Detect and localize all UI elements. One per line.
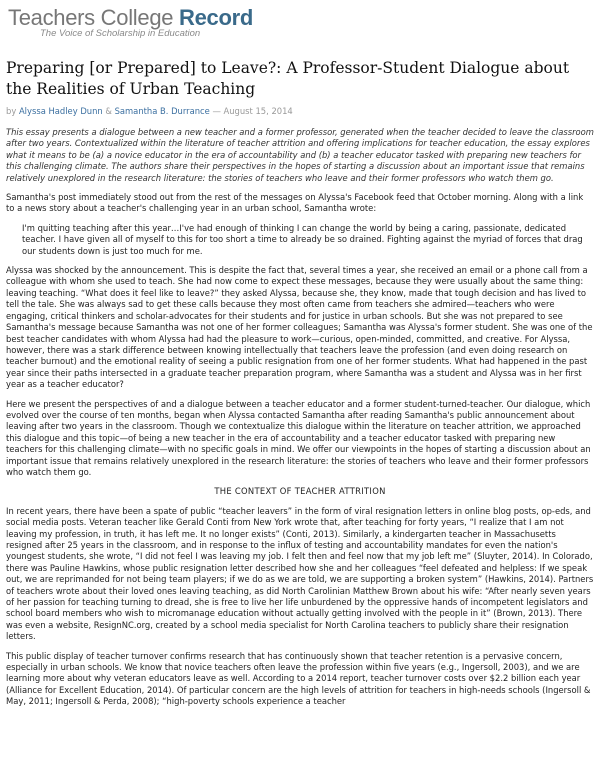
paragraph-1: Samantha's post immediately stood out from the rest of the messages on Alyssa's Facebook feed that October morning. Along with a link to a news story about a teacher's challenging year in an urban school, Samantha wrote: (6, 192, 584, 214)
block-quote: I'm quitting teaching after this year…I've had enough of thinking I can change the world by being a caring, passionate, dedicated teacher. I have given all of myself to this for too short a time to already be so drained. Fighting against the myriad of forces that drag our students down is just too much for me. (22, 222, 583, 256)
site-tagline: The Voice of Scholarship in Education (40, 28, 201, 39)
article-title: Preparing [or Prepared] to Leave?: A Professor-Student Dialogue about the Realities of Urban Teaching (6, 59, 570, 98)
paragraph-4: In recent years, there have been a spate of public “teacher leavers” in the form of viral resignation letters in online blog posts, op-eds, and social media posts. Veteran teacher like Gerald Conti from New York wrote that, after teaching for forty years, “I realize that I am not leaving my profession, in truth, it has left me. It no longer exists” (Conti, 2013). Similarly, a kindergarten teacher in Massachusetts resigned after 25 years in the classroom, and in response to the influx of testing and accountability mandates for even the nation's youngest students, she wrote, “I did not feel I was leaving my job. I felt then and feel now that my job left me” (Sluyter, 2014). In Colorado, there was Pauline Hawkins, whose public resignation letter described how she and her colleagues “feel defeated and helpless: If we speak out, we are reprimanded for not being team players; if we do as we are told, we are supporting a broken system” (Hawkins, 2014). Partners of teachers wrote about their loved ones leaving teaching, as did North Carolinian Matthew Brown about his wife: “After nearly seven years of her passion for teaching turning to dread, she is free to live her life unburdened by the oppressive hands of incompetent legislators and school board members who wish to micromanage education without actually getting involved with the people in it” (Brown, 2013). There was even a website, ResignNC.org, created by a school media specialist for North Carolina teachers to publicly share their resignation letters. (6, 505, 594, 642)
section-heading: THE CONTEXT OF TEACHER ATTRITION (214, 486, 386, 497)
author-link-dunn[interactable]: Alyssa Hadley Dunn (18, 106, 103, 116)
site-logo-record: Record (179, 5, 253, 30)
publication-date: — August 15, 2014 (212, 106, 293, 116)
paragraph-3: Here we present the perspectives of and a dialogue between a teacher educator and a former student-turned-teacher. Our dialogue, which evolved over the course of ten months, began when Alyssa contacted Samantha after reading Samantha's public announcement about leaving after two years in the classroom. Though we contextualize this dialogue within the literature on teacher attrition, we approached this dialogue and this topic—of being a new teacher in the era of accountability and a teacher educator tasked with preparing new teachers for this challenging climate—with no specific goals in mind. We offer our viewpoints in the hopes of starting a discussion about an important issue that remains relatively unexplored in the research literature: the stories of teachers who leave and their former professors who watch them go. (6, 398, 591, 477)
byline (6, 106, 293, 116)
site-logo[interactable] (8, 6, 253, 30)
article-body (6, 127, 594, 716)
masthead[interactable] (8, 6, 253, 39)
abstract: This essay presents a dialogue between a new teacher and a former professor, generated when the teacher decided to leave the classroom after two years. Contextualized within the literature of teacher attrition and offering implications for teacher education, the essay explores what it means to be (a) a novice educator in the era of accountability and (b) a teacher educator tasked with preparing new teachers for this challenging climate. The authors share their perspectives in the hopes of starting a discussion about an important issue that remains relatively unexplored in the research literature: the stories of teachers who leave and their former professors who watch them go. (6, 127, 594, 183)
site-logo-text: Teachers College (8, 5, 179, 30)
author-link-durrance[interactable]: Samantha B. Durrance (114, 106, 210, 116)
byline-prefix: by (6, 106, 17, 116)
paragraph-5: This public display of teacher turnover confirms research that has continuously shown that teacher retention is a pervasive concern, especially in urban schools. We know that novice teachers often leave the profession within five years (e.g., Ingersoll, 2003), and we are learning more about why veteran educators leave as well. According to a 2014 report, teacher turnover costs over $2.2 billion each year (Alliance for Excellent Education, 2014). Of particular concern are the high levels of attrition for teachers in high-needs schools (Ingersoll & May, 2011; Ingersoll & Perda, 2008); “high-poverty schools experience a teacher (6, 650, 591, 707)
byline-separator: & (105, 106, 112, 116)
paragraph-2: Alyssa was shocked by the announcement. This is despite the fact that, several times a year, she received an email or a phone call from a colleague with whom she used to teach. She had now come to expect these messages, because they were usually about the same thing: leaving teaching. “What does it feel like to leave?” they asked Alyssa, because she, they know, made that tough decision and has lived to tell the tale. She was always sad to get these calls because they most often came from teachers she admired—teachers who were engaging, critical thinkers and scholar-advocates for their students and for justice in urban schools. But she was not prepared to see Samantha's message because Samantha was not one of her former colleagues; Samantha was Alyssa's former student. She was one of the best teacher candidates with whom Alyssa had had the pleasure to work—curious, open-minded, committed, and creative. For Alyssa, however, there was a stark difference between knowing intellectually that teachers leave the profession (and even doing research on teacher burnout) and the emotional reality of seeing a public resignation from one of her former students. What had happened in the past year since their paths intersected in a graduate teacher preparation program, where Samantha was a student and Alyssa was in her first year as a teacher educator? (6, 265, 593, 390)
